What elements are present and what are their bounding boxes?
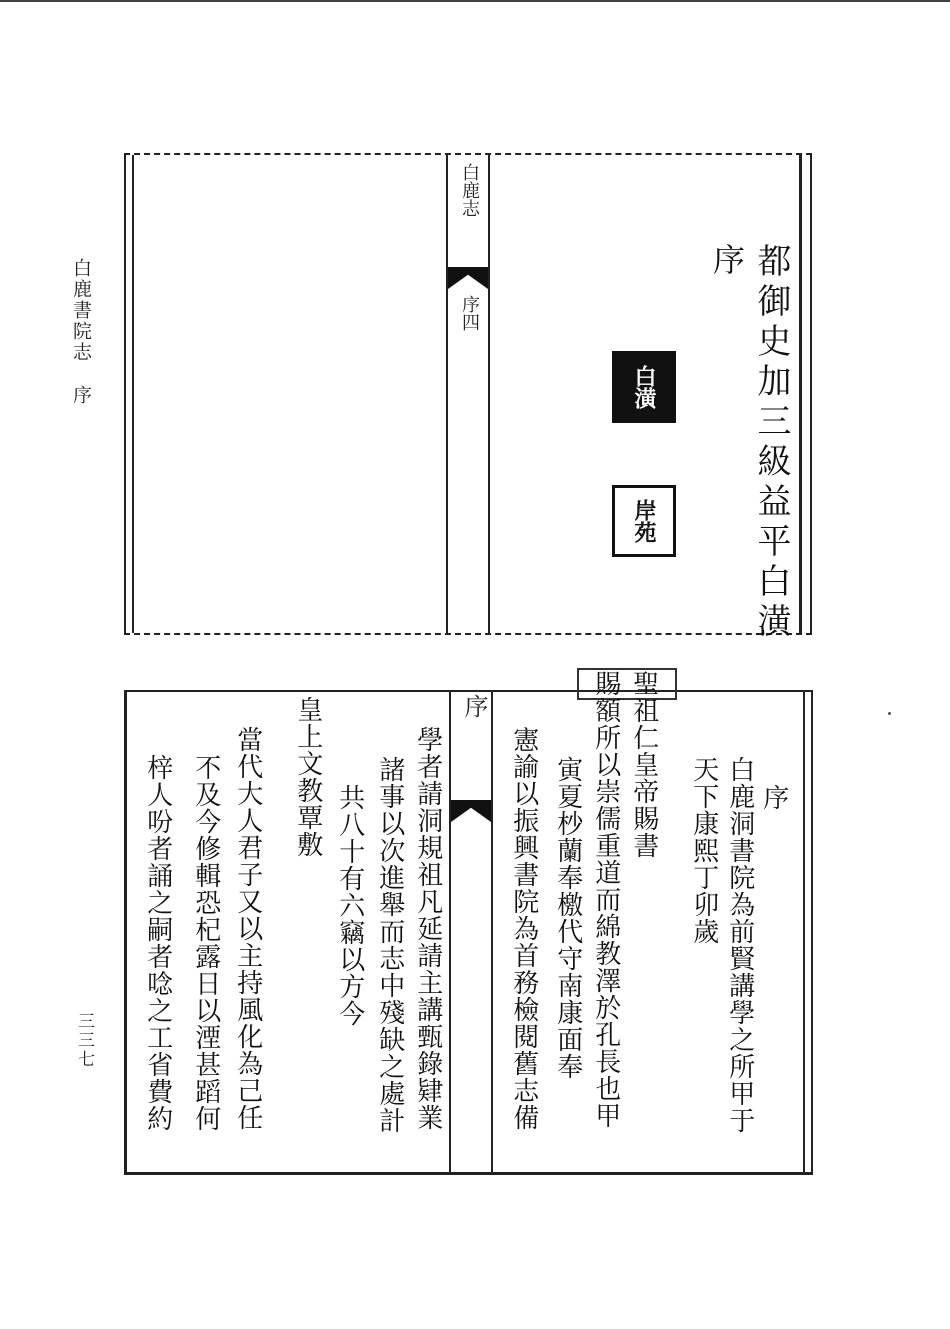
speck-mark: [888, 712, 891, 715]
gutter-preface: 序: [460, 694, 488, 718]
fishtail-mark-bottom: [451, 800, 491, 822]
column-6: 寅夏杪蘭奉檄代守南康面奉: [552, 756, 583, 1080]
column-5-elevated: 賜額所以崇儒重道而綿教澤於孔長也甲: [590, 670, 621, 1129]
seal-anyuan: [612, 485, 676, 557]
column-11-elevated: 皇上文教覃敷: [292, 696, 323, 858]
seal-baihuang: [612, 351, 676, 423]
column-9: 諸事以次進舉而志中殘缺之處計: [374, 756, 405, 1134]
column-14: 梓人吩者誦之嗣者唸之工省費約: [142, 754, 173, 1132]
margin-page-number: 三三七: [74, 1012, 94, 1069]
top-leaf: [124, 153, 812, 643]
seal-anyuan-text: 岸苑: [631, 499, 657, 543]
column-8: 學者請洞規祖凡延請主講甄錄肄業: [412, 726, 443, 1131]
bottom-leaf: [124, 670, 813, 1175]
margin-book-title: [68, 258, 95, 406]
margin-section-label: 序: [70, 385, 92, 406]
column-1: 序: [758, 784, 789, 811]
top-leaf-inner-left-rule: [132, 155, 134, 633]
column-4-elevated: 聖祖仁皇帝賜書: [628, 670, 659, 859]
column-2: 白鹿洞書院為前賢講學之所甲于: [724, 756, 755, 1134]
bottom-leaf-inner-right-rule: [803, 692, 805, 1172]
top-border-line: [0, 0, 950, 2]
column-10: 共八十有六竊以方今: [334, 784, 365, 1027]
top-leaf-gutter: [446, 155, 490, 633]
fishtail-mark: [448, 267, 488, 289]
column-12: 當代大人君子又以主持風化為己任: [232, 726, 263, 1131]
margin-book-title-text: 白鹿書院志: [70, 258, 92, 363]
author-line: 都御史加三級益平白潢: [751, 243, 791, 643]
bottom-leaf-gutter: [449, 690, 493, 1172]
column-7: 憲諭以振興書院為首務檢閱舊志備: [508, 726, 539, 1131]
column-3: 天下康熙丁卯歲: [688, 756, 719, 945]
top-leaf-inner-right-rule: [799, 155, 802, 633]
gutter-title: 白鹿志: [459, 163, 480, 217]
seal-baihuang-text: 白潢: [631, 365, 657, 409]
gutter-section: 序四: [459, 295, 480, 331]
column-13: 不及今修輯恐杞露日以湮甚蹈何: [190, 754, 221, 1132]
preface-heading: 序: [708, 243, 746, 275]
